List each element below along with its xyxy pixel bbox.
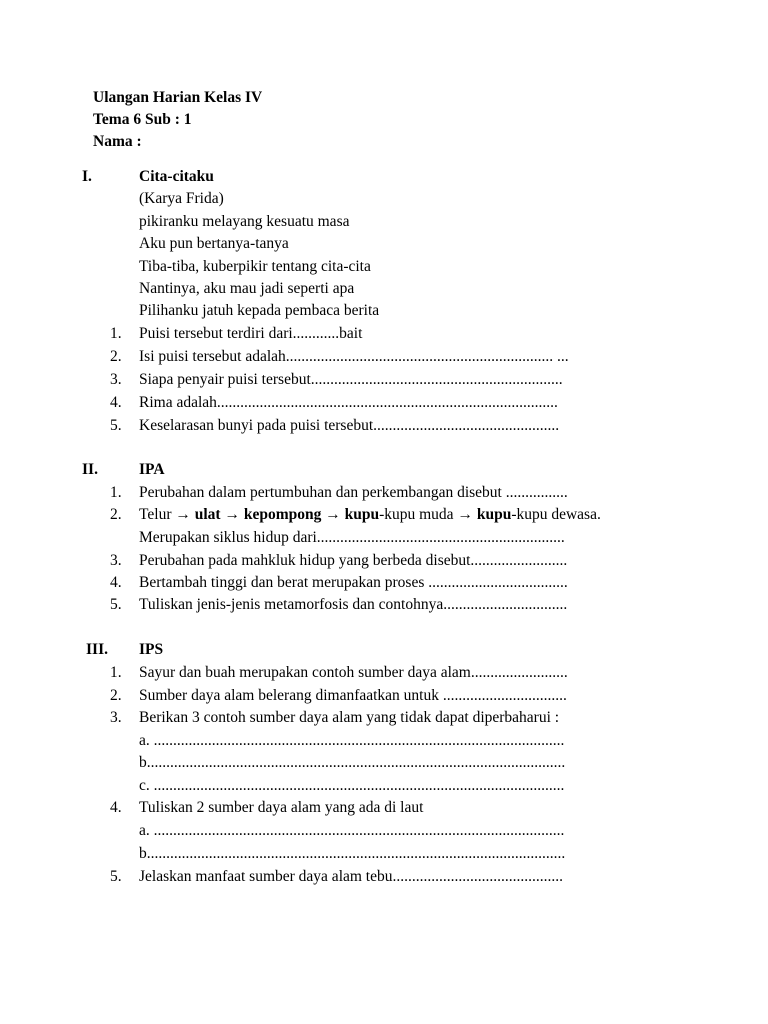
poem-line: Aku pun bertanya-tanya	[139, 235, 289, 252]
question-number: 1.	[110, 484, 122, 501]
question-text: Berikan 3 contoh sumber daya alam yang tidak dapat diperbaharui :	[139, 709, 560, 726]
question-text: Perubahan pada mahkluk hidup yang berbeda disebut.........................	[139, 552, 568, 569]
answer-line: a. ..........................................................................................................	[139, 732, 565, 749]
bold-term: ulat	[194, 506, 221, 523]
question-text: Tuliskan jenis-jenis metamorfosis dan contohnya................................	[139, 596, 568, 613]
question-text: Tuliskan 2 sumber daya alam yang ada di laut	[139, 799, 424, 816]
bold-term: kupu	[344, 506, 380, 523]
question-number: 5.	[110, 596, 122, 613]
section-1-numeral: I.	[82, 168, 92, 185]
bold-term: kupu	[476, 506, 512, 523]
question-number: 4.	[110, 574, 122, 591]
question-text: Puisi tersebut terdiri dari............bait	[139, 325, 363, 342]
question-number: 1.	[110, 664, 122, 681]
arrow-segment: →	[220, 506, 244, 523]
question-number: 3.	[110, 709, 122, 726]
poem-author: (Karya Frida)	[139, 190, 224, 207]
question-text: Sayur dan buah merupakan contoh sumber daya alam.........................	[139, 664, 568, 681]
poem-line: pikiranku melayang kesuatu masa	[139, 213, 350, 230]
text-segment: -kupu muda →	[379, 506, 477, 523]
question-number: 5.	[110, 417, 122, 434]
question-text: Perubahan dalam pertumbuhan dan perkembangan disebut ................	[139, 484, 568, 501]
bold-term: kepompong	[243, 506, 322, 523]
section-2-numeral: II.	[82, 461, 98, 478]
question-text: Isi puisi tersebut adalah..................................................................... ...	[139, 348, 569, 365]
answer-line: c. ..........................................................................................................	[139, 777, 565, 794]
section-3-numeral: III.	[86, 641, 108, 658]
question-number: 4.	[110, 799, 122, 816]
name-label: Nama :	[93, 133, 142, 150]
worksheet-title: Ulangan Harian Kelas IV	[93, 89, 263, 106]
question-number: 4.	[110, 394, 122, 411]
question-text: Sumber daya alam belerang dimanfaatkan untuk ................................	[139, 687, 567, 704]
section-2-title: IPA	[139, 461, 165, 478]
question-text: Jelaskan manfaat sumber daya alam tebu............................................	[139, 868, 563, 885]
question-number: 5.	[110, 868, 122, 885]
question-text: Keselarasan bunyi pada puisi tersebut................................................	[139, 417, 560, 434]
answer-line: b............................................................................................................	[139, 754, 566, 771]
text-segment: -kupu dewasa.	[511, 506, 601, 523]
poem-line: Tiba-tiba, kuberpikir tentang cita-cita	[139, 258, 371, 275]
question-number: 2.	[110, 348, 122, 365]
question-number: 1.	[110, 325, 122, 342]
section-1-title: Cita-citaku	[139, 168, 214, 185]
answer-line: b............................................................................................................	[139, 845, 566, 862]
question-text: Siapa penyair puisi tersebut.................................................................	[139, 371, 563, 388]
question-text-continued: Merupakan siklus hidup dari................................................................	[139, 529, 565, 546]
section-3-title: IPS	[139, 641, 164, 658]
arrow-segment: →	[321, 506, 345, 523]
text-segment: Telur →	[139, 506, 195, 523]
poem-line: Nantinya, aku mau jadi seperti apa	[139, 280, 355, 297]
theme-label: Tema 6 Sub : 1	[93, 111, 192, 128]
question-number: 3.	[110, 552, 122, 569]
answer-line: a. ..........................................................................................................	[139, 822, 565, 839]
question-number: 2.	[110, 506, 122, 523]
question-text: Rima adalah........................................................................................	[139, 394, 558, 411]
question-number: 3.	[110, 371, 122, 388]
life-cycle-question	[139, 505, 601, 525]
poem-line: Pilihanku jatuh kepada pembaca berita	[139, 302, 380, 319]
question-number: 2.	[110, 687, 122, 704]
question-text: Bertambah tinggi dan berat merupakan proses ....................................	[139, 574, 568, 591]
